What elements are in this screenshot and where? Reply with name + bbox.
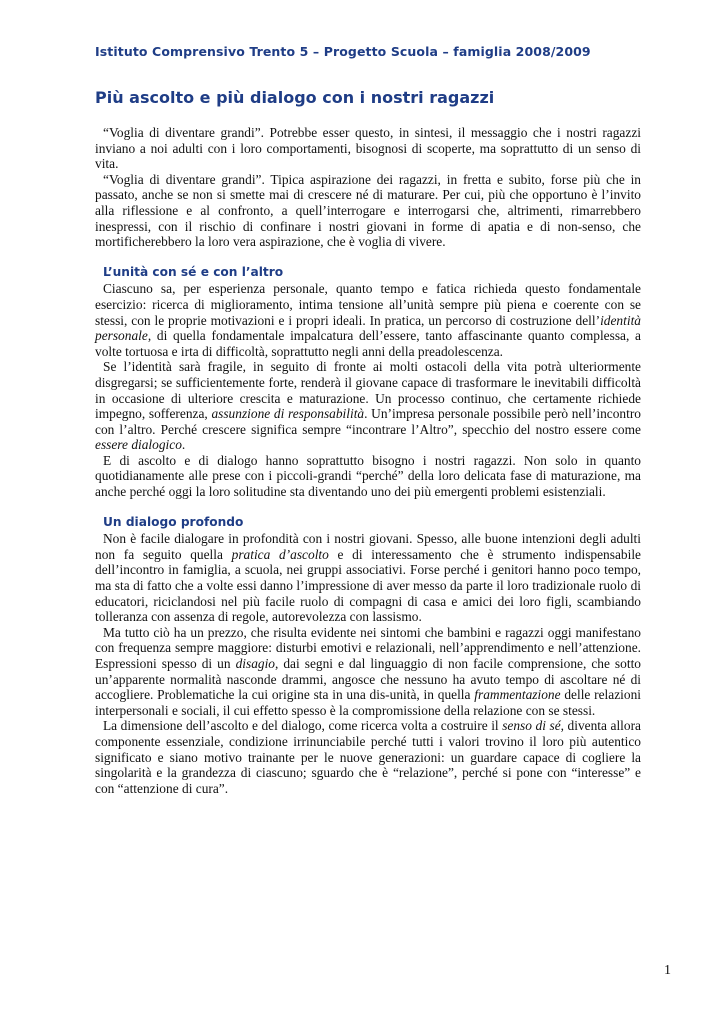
- section2-paragraph-2: Ma tutto ciò ha un prezzo, che risulta evidente nei sintomi che bambini e ragazzi oggi manifestano con frequenza sempre maggiore: disturbi emotivi e relazionali, nell’apprendimento e nell’attenzione. Espressioni spesso di un disagio, dai segni e dal linguaggio di non facile comprensione, che sotto un’apparente normalità nasconde drammi, angosce che nessuno ha avuto tempo di ascoltare né di accogliere. Problematiche la cui origine sta in una dis-unità, in quella frammentazione delle relazioni interpersonali e sociali, il cui effetto spesso è la compromissione della relazione con se stessi.: [95, 624, 641, 718]
- section1-paragraph-1: Ciascuno sa, per esperienza personale, quanto tempo e fatica richieda questo fondamentale esercizio: ricerca di miglioramento, intima tensione all’unità sempre più piena e coerente con se stessi, con le proprie motivazioni e i propri ideali. In pratica, un percorso di costruzione dell’identità personale, di quella fondamentale impalcatura dell’essere, tanto affascinante quanto complessa, a volte tortuosa e irta di difficoltà, soprattutto negli anni della preadolescenza.: [95, 281, 641, 359]
- section1-paragraph-3: E di ascolto e di dialogo hanno soprattutto bisogno i nostri ragazzi. Non solo in quanto quotidianamente alle prese con i piccoli-grandi “perché” della loro delicata fase di maturazione, ma anche perché oggi la loro solitudine sta diventando uno dei più emergenti problemi esistenziali.: [95, 452, 641, 500]
- document-title: Più ascolto e più dialogo con i nostri ragazzi: [95, 88, 495, 107]
- intro-paragraph-1: “Voglia di diventare grandi”. Potrebbe esser questo, in sintesi, il messaggio che i nostri ragazzi inviano a noi adulti con i loro comportamenti, bisognosi di scoperte, ma soprattutto di un senso di vita.: [95, 125, 641, 172]
- section1-paragraph-2: Se l’identità sarà fragile, in seguito di fronte ai molti ostacoli della vita potrà ulteriormente disgregarsi; se sufficientemente forte, renderà il giovane capace di trasformare le inevitabili difficoltà in occasione di ulteriore crescita e maturazione. Un processo continuo, che certamente richiede impegno, sofferenza, assunzione di responsabilità. Un’impresa personale possibile però nell’incontro con l’altro. Perché crescere significa sempre “incontrare l’Altro”, specchio del nostro essere come essere dialogico.: [95, 359, 641, 453]
- page-number: 1: [664, 963, 671, 978]
- section2-paragraph-3: La dimensione dell’ascolto e del dialogo, come ricerca volta a costruire il senso di sé, diventa allora componente essenziale, condizione irrinunciabile perché tutti i valori trovino il loro più autentico significato e siano motivo trainante per le nuove generazioni: un guardare capace di cogliere la singolarità e la grandezza di ciascuno; sguardo che è “relazione”, perché si pone con “interesse” e con “attenzione di cura”.: [95, 718, 641, 796]
- document-body: [95, 125, 641, 796]
- intro-paragraph-2: “Voglia di diventare grandi”. Tipica aspirazione dei ragazzi, in fretta e subito, forse più che in passato, anche se non si smette mai di crescere né di maturare. Per cui, più che opportuno è l’invito alla riflessione e al confronto, a quell’interrogare e interrogarsi che, altrimenti, rimarrebbero inespressi, con il rischio di confinare i nostri giovani in forme di apatia e di non-senso, che mortificherebbero la loro vera aspirazione, che è voglia di vivere.: [95, 171, 641, 250]
- section-heading-unita: L’unità con sé e con l’altro: [103, 264, 284, 279]
- section2-paragraph-1: Non è facile dialogare in profondità con i nostri giovani. Spesso, alle buone intenzioni degli adulti non fa seguito quella pratica d’ascolto e di interessamento che è strumento indispensabile dell’incontro in famiglia, a scuola, nei gruppi associativi. Forse perché i genitori hanno poco tempo, ma sta di fatto che a volte essi danno l’impressione di aver messo da parte il loro tradizionale ruolo di educatori, riciclandosi nel più facile ruolo di compagni di casa e amici dei loro figli, scambiando tolleranza con assenza di regole, autorevolezza con lassismo.: [95, 531, 641, 625]
- document-header: Istituto Comprensivo Trento 5 – Progetto Scuola – famiglia 2008/2009: [95, 44, 591, 59]
- section-heading-dialogo: Un dialogo profondo: [103, 514, 244, 529]
